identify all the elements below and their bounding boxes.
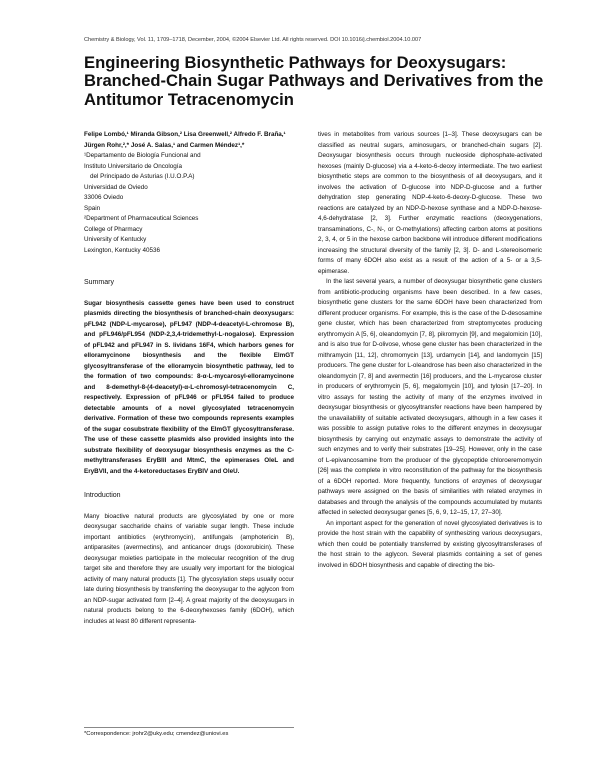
affiliation-line: ¹Departamento de Biología Funcional and	[84, 152, 201, 159]
correspondence-footnote: *Correspondence: jrohr2@uky.edu; cmendez@uniovi.es	[84, 727, 294, 737]
affiliation-line: College of Pharmacy	[84, 225, 143, 233]
left-column	[84, 130, 294, 627]
affiliation-line: Instituto Universitario de Oncología	[84, 162, 183, 170]
affiliation-line: ²Department of Pharmaceutical Sciences	[84, 215, 199, 222]
affiliation-line: Universidad de Oviedo	[84, 183, 148, 191]
affiliation-line: 33006 Oviedo	[84, 194, 124, 201]
right-column	[318, 130, 542, 571]
affiliations	[84, 151, 294, 256]
introduction-heading: Introduction	[84, 492, 121, 499]
introduction-text-left: Many bioactive natural products are glycosylated by one or more deoxysugar saccharide chains of variable sugar length. These include important antibiotics (erythromycin), antifungals (amphotericin B), antiparasites (avermectins), and anticancer drugs (doxorubicin). These deoxysugar moieties participate in the molecular recognition of the drug target site and therefore they are usually very important for the biological activity of many natural products [1]. The glycosylation steps usually occur late during biosynthesis by transferring the deoxysugar to the aglycon from an NDP-sugar activated form [2–4]. A great majority of the deoxysugars in natural products belong to the 6-deoxyhexoses family (6DOH), which includes at least 80 different representa-	[84, 512, 294, 625]
body-paragraph-2: In the last several years, a number of deoxysugar biosynthetic gene clusters from antibiotic-producing organisms have been described. In a few cases, biosynthetic gene clusters for the same 6DOH have been characterized from different producer organisms. For example, this is the case of the D-desosamine gene cluster, which has been characterized from streptomycetes producing erythromycin A [5, 6], oleandomycin [7, 8], pikromycin [9], and megalomicin [10], and is also true for D-olivose, whose gene cluster has been characterized in the mithramycin [11, 12], chromomycin [13], urdamycin [14], and landomycin [15] producers. The gene cluster for L-oleandrose has been also characterized in the oleandomycin [7, 8] and avermectin [16] producers, and the L-mycarose cluster in producers of erythromycin [5, 6], megalomycin [10], and tylosin [17–20]. In vitro assays for testing the activity of many of the enzymes involved in deoxysugar biosynthesis or glycosyltransfer reactions have been hampered by the unavailability of suitable activated deoxysugars, although in a few cases it was possible to assign putative roles to the different enzymes in deoxysugar biosynthesis by carrying out enzymatic assays to demonstrate the activity of such enzymes and to verify their substrates [19–25]. However, only in the case of L-epivancosamine from the producer of the glycopeptide chloroeremomycin [26] was the complete in vitro reconstitution of the pathway for the biosynthesis of a 6DOH reported. More frequently, functions of enzymes of deoxysugar pathways were assigned on the basis of similarities with related enzymes in databases and through the analysis of the compounds accumulated by mutants affected in selected deoxysugar genes [5, 6, 9, 12–15, 17, 27–30].	[318, 278, 542, 516]
author-list: Felipe Lombó,¹ Miranda Gibson,² Lisa Greenwell,² Alfredo F. Braña,¹ Jürgen Rohr,²,* José A. Salas,¹ and Carmen Méndez¹,*	[84, 131, 286, 149]
body-paragraph-1: tives in metabolites from various sources [1–3]. These deoxysugars can be classified as neutral sugars, aminosugars, or branched-chain sugars [2]. Deoxysugar biosynthesis occurs through nucleoside diphosphate-activated hexoses (mainly D-glucose) via a 4-keto-6-deoxy intermediate. The two earliest biosynthetic steps are common to the biosynthesis of all deoxysugars, and it involves the activation of D-glucose into NDP-D-glucose and a further dehydration step generating NDP-4-keto-6-deoxy-D-glucose. These two reactions are catalyzed by an NDP-D-hexose synthase and a NDP-D-hexose-4,6-dehydratase [2, 3]. Further enzymatic reactions (deoxygenations, transaminations, C-, N-, or O-methylations) affecting carbon atoms at positions 2, 3, 4, or 5 in the hexose carbon backbone will introduce different modifications increasing the structural diversity of the family [2, 3]. D- and L-stereoisomeric forms of many 6DOH also exist as a result of the action of a 5- or a 3,5-epimerase.	[318, 131, 542, 275]
affiliation-line: Lexington, Kentucky 40536	[84, 246, 160, 254]
journal-header: Chemistry & Biology, Vol. 11, 1709–1718, December, 2004, ©2004 Elsevier Ltd. All rights reserved. DOI 10.1016/j.chembiol.2004.10.007	[84, 37, 422, 43]
article-title: Engineering Biosynthetic Pathways for Deoxysugars: Branched-Chain Sugar Pathways and Derivatives from the Antitumor Tetracenomycin	[84, 53, 544, 109]
summary-text: Sugar biosynthesis cassette genes have been used to construct plasmids directing the biosynthesis of branched-chain deoxysugars: pFL942 (NDP-L-mycarose), pFL947 (NDP-4-deacetyl-L-chromose B), and pFL946/pFL954 (NDP-2,3,4-tridemethyl-L-nogalose). Expression of pFL942 and pFL947 in S. lividans 16F4, which harbors genes for elloramycinone biosynthesis and the flexible ElmGT glycosyltransferase of the elloramycin biosynthetic pathway, led to the formation of two compounds: 8-α-L-mycarosyl-elloramycinone and 8-demethyl-8-(4-deacetyl)-α-L-chromosyl-tetracenomycin C, respectively. Expression of pFL946 or pFL954 failed to produce detectable amounts of a novel glycosylated tetracenomycin derivative. Formation of these two compounds represents examples of the sugar cosubstrate flexibility of the ElmGT glycosyltransferase. The use of these cassette plasmids also provided insights into the substrate flexibility of deoxysugar biosynthesis enzymes as the C-methyltransferases EryBIII and MtmC, the epimerases OleL and EryBVII, and the 4-ketoreductases EryBIV and OleU.	[84, 299, 294, 475]
body-paragraph-3: An important aspect for the generation of novel glycosylated derivatives is to provide the host strain with the capability of synthesizing various deoxysugars, which then could be potentially transferred by existing glycosyltransferases of the host strain to the aglycon. Several plasmids containing a set of genes involved in 6DOH biosynthesis and capable of directing the bio-	[318, 519, 542, 569]
affiliation-line: University of Kentucky	[84, 236, 147, 243]
affiliation-line: Spain	[84, 204, 101, 212]
summary-heading: Summary	[84, 279, 114, 286]
affiliation-line: del Principado de Asturias (I.U.O.P.A)	[90, 173, 195, 180]
